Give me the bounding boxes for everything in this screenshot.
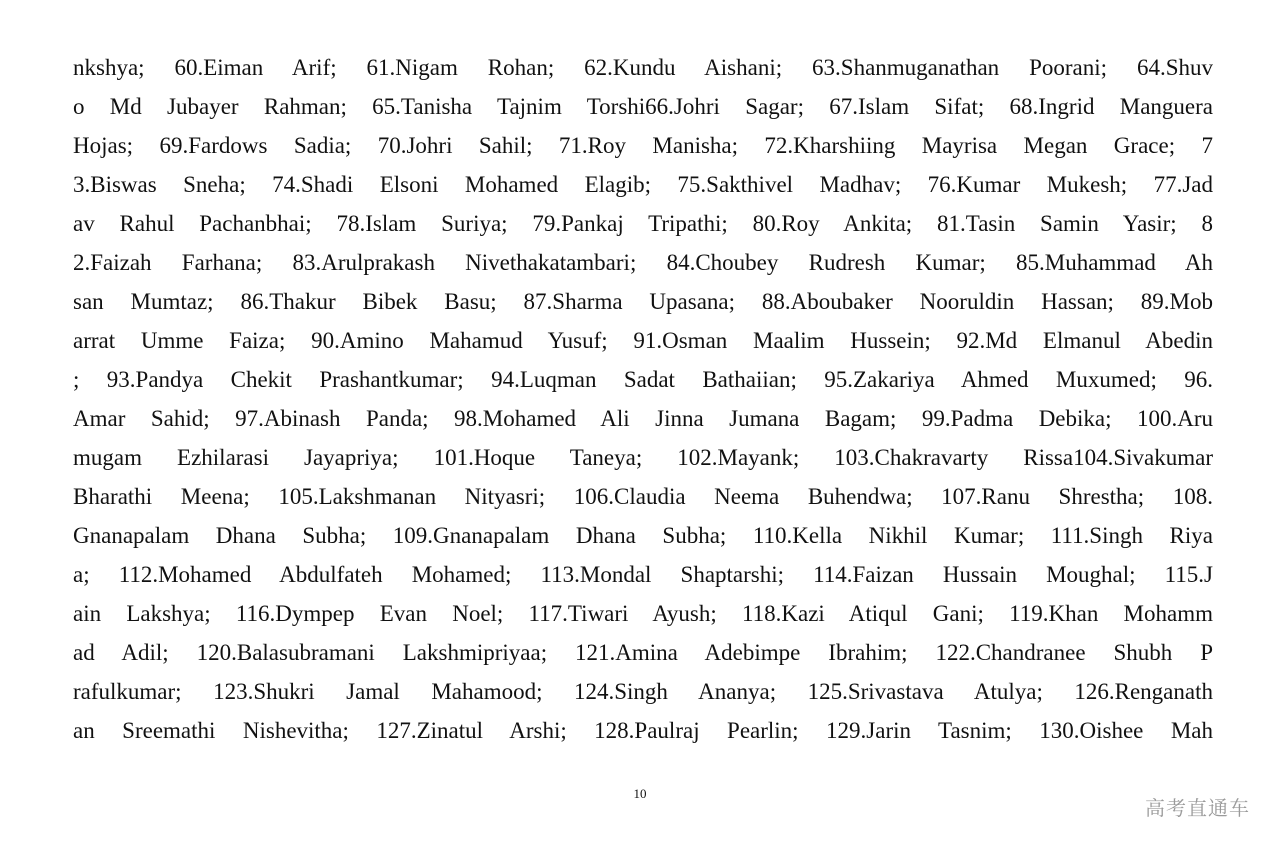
watermark-text: 高考直通车 [1145, 796, 1250, 820]
text-line: Hojas; 69.Fardows Sadia; 70.Johri Sahil; 71.Roy Manisha; 72.Kharshiing Mayrisa Megan Grace; 7 [73, 133, 1213, 158]
text-line: a; 112.Mohamed Abdulfateh Mohamed; 113.Mondal Shaptarshi; 114.Faizan Hussain Moughal; 115.J [73, 562, 1213, 587]
text-line: Gnanapalam Dhana Subha; 109.Gnanapalam Dhana Subha; 110.Kella Nikhil Kumar; 111.Singh Riya [73, 523, 1213, 548]
text-line: 3.Biswas Sneha; 74.Shadi Elsoni Mohamed Elagib; 75.Sakthivel Madhav; 76.Kumar Mukesh; 77.Jad [73, 172, 1213, 197]
text-line: Bharathi Meena; 105.Lakshmanan Nityasri; 106.Claudia Neema Buhendwa; 107.Ranu Shrestha; 108. [73, 484, 1213, 509]
text-line: ; 93.Pandya Chekit Prashantkumar; 94.Luqman Sadat Bathaiian; 95.Zakariya Ahmed Muxumed; 96. [73, 367, 1213, 392]
text-line: 2.Faizah Farhana; 83.Arulprakash Nivethakatambari; 84.Choubey Rudresh Kumar; 85.Muhammad Ah [73, 250, 1213, 275]
text-line: san Mumtaz; 86.Thakur Bibek Basu; 87.Sharma Upasana; 88.Aboubaker Nooruldin Hassan; 89.Mob [73, 289, 1213, 314]
text-line: o Md Jubayer Rahman; 65.Tanisha Tajnim Torshi66.Johri Sagar; 67.Islam Sifat; 68.Ingrid Manguera [73, 94, 1213, 119]
text-line: nkshya; 60.Eiman Arif; 61.Nigam Rohan; 62.Kundu Aishani; 63.Shanmuganathan Poorani; 64.Shuv [73, 55, 1213, 80]
text-line: av Rahul Pachanbhai; 78.Islam Suriya; 79.Pankaj Tripathi; 80.Roy Ankita; 81.Tasin Samin Yasir; 8 [73, 211, 1213, 236]
text-line: ad Adil; 120.Balasubramani Lakshmipriyaa; 121.Amina Adebimpe Ibrahim; 122.Chandranee Shubh P [73, 640, 1213, 665]
text-line: arrat Umme Faiza; 90.Amino Mahamud Yusuf; 91.Osman Maalim Hussein; 92.Md Elmanul Abedin [73, 328, 1213, 353]
text-line: rafulkumar; 123.Shukri Jamal Mahamood; 124.Singh Ananya; 125.Srivastava Atulya; 126.Renganath [73, 679, 1213, 704]
text-line: ain Lakshya; 116.Dympep Evan Noel; 117.Tiwari Ayush; 118.Kazi Atiqul Gani; 119.Khan Mohamm [73, 601, 1213, 626]
text-line: an Sreemathi Nishevitha; 127.Zinatul Arshi; 128.Paulraj Pearlin; 129.Jarin Tasnim; 130.Oishee Mah [73, 718, 1213, 743]
document-body [73, 48, 1213, 750]
page-number: 10 [633, 786, 647, 801]
text-line: Amar Sahid; 97.Abinash Panda; 98.Mohamed Ali Jinna Jumana Bagam; 99.Padma Debika; 100.Aru [73, 406, 1213, 431]
text-line: mugam Ezhilarasi Jayapriya; 101.Hoque Taneya; 102.Mayank; 103.Chakravarty Rissa104.Sivakumar [73, 445, 1213, 470]
